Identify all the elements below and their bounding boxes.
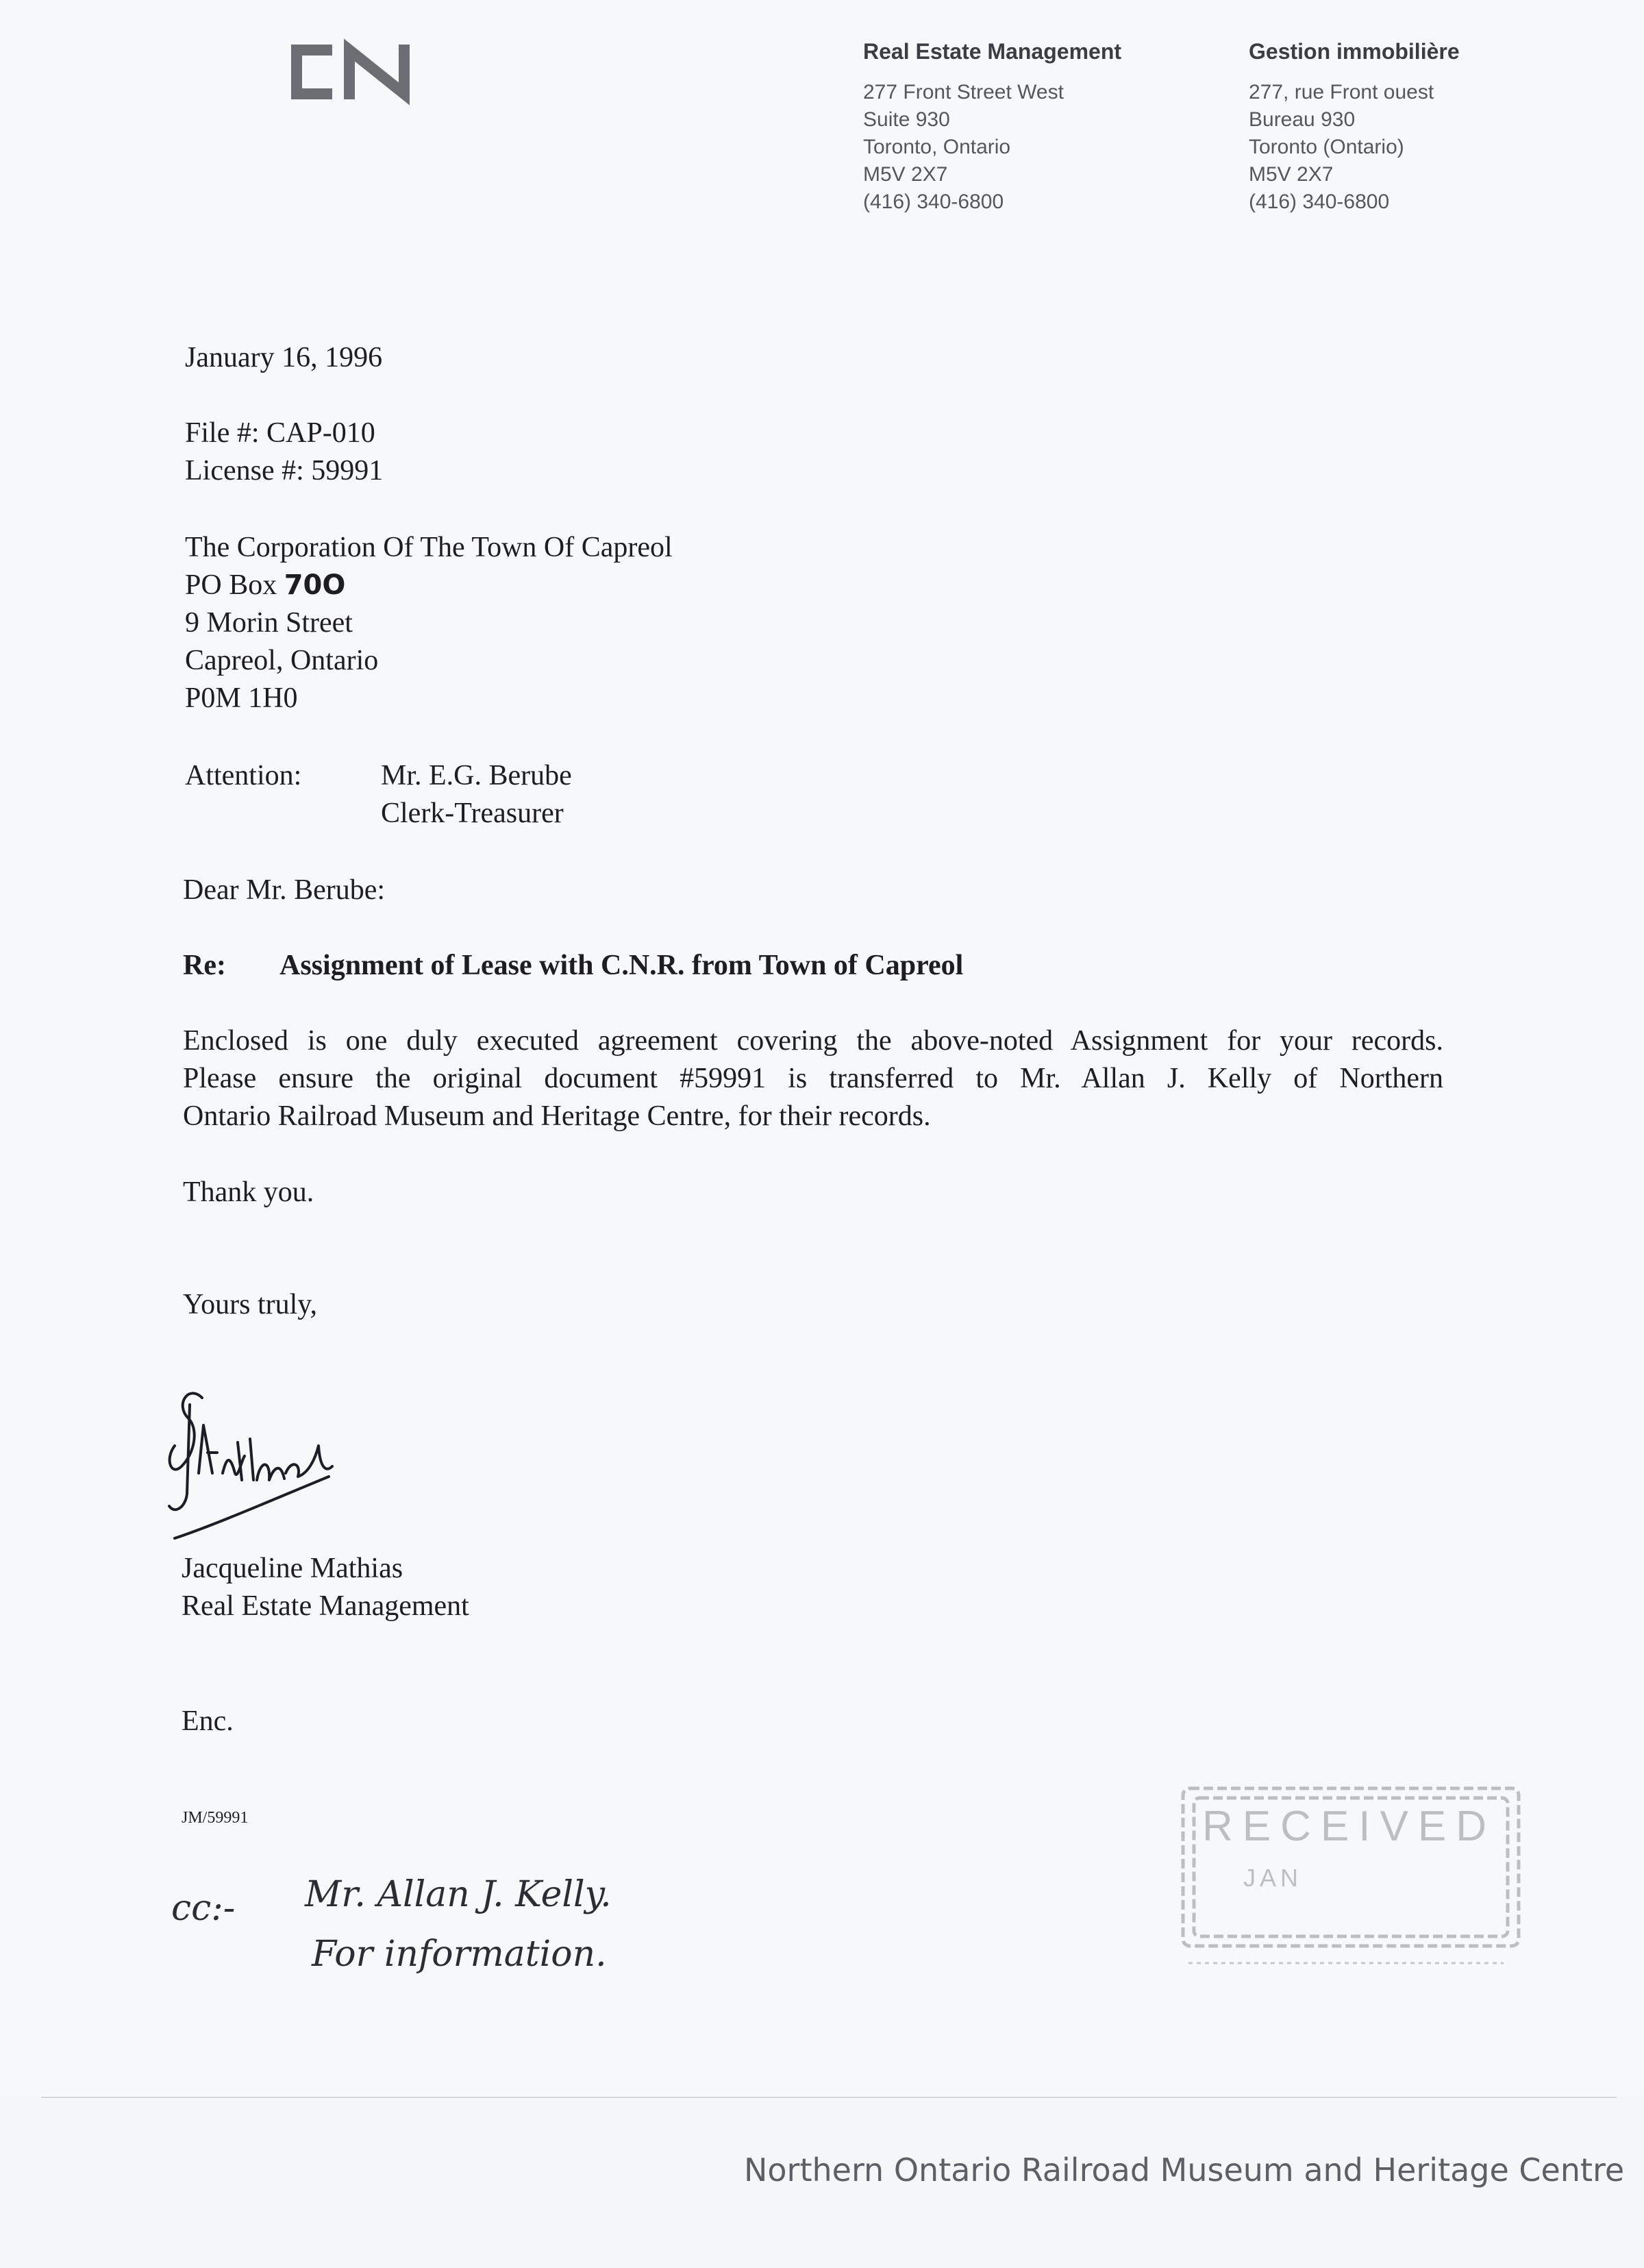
cn-logo: [284, 38, 442, 106]
address-line: Bureau 930: [1249, 108, 1356, 131]
address-line: M5V 2X7: [1249, 163, 1334, 186]
letterhead-heading-en: Real Estate Management: [863, 39, 1122, 64]
attention-block: [381, 757, 572, 833]
letterhead-english: [863, 38, 1121, 216]
address-line: Toronto (Ontario): [1249, 136, 1404, 158]
address-line: 277, rue Front ouest: [1249, 81, 1434, 103]
recipient-name: The Corporation Of The Town Of Capreol: [185, 532, 673, 563]
address-line: M5V 2X7: [863, 163, 948, 186]
reference-initials: JM/59991: [182, 1809, 249, 1827]
letter-date: January 16, 1996: [185, 342, 383, 373]
file-reference: [185, 415, 383, 490]
paragraph-line: Enclosed is one duly executed agreement covering the above-noted Assignment for your records.: [183, 1025, 1443, 1057]
address-line: Suite 930: [863, 108, 950, 131]
paragraph-line: Please ensure the original document #59991 is transferred to Mr. Allan J. Kelly of Northern: [183, 1063, 1443, 1094]
signer-block: [182, 1550, 469, 1625]
attention-title: Clerk-Treasurer: [381, 798, 564, 829]
salutation: Dear Mr. Berube:: [183, 874, 386, 906]
letterhead-french: [1249, 38, 1460, 216]
signer-name: Jacqueline Mathias: [182, 1553, 403, 1584]
address-phone: (416) 340-6800: [1249, 190, 1390, 213]
file-number: File #: CAP-010: [185, 417, 375, 449]
signer-department: Real Estate Management: [182, 1590, 469, 1622]
thanks: Thank you.: [183, 1176, 314, 1208]
signature: [161, 1377, 339, 1542]
address-line: Toronto, Ontario: [863, 136, 1011, 158]
closing: Yours truly,: [183, 1289, 318, 1320]
body-paragraph: [183, 1022, 1443, 1135]
re-label: Re:: [183, 950, 226, 981]
letterhead-heading-fr: Gestion immobilière: [1249, 39, 1460, 64]
handwritten-cc-label: cc:-: [171, 1888, 236, 1929]
attention-label: Attention:: [185, 760, 302, 791]
re-subject: Assignment of Lease with C.N.R. from Town of Capreol: [279, 950, 964, 981]
received-stamp: [1175, 1775, 1531, 1967]
enclosure-note: Enc.: [182, 1705, 234, 1737]
address-line: 277 Front Street West: [863, 81, 1064, 103]
footer-divider: [41, 2097, 1617, 2098]
po-box-handwritten: 70O: [284, 569, 346, 601]
recipient-street: 9 Morin Street: [185, 607, 353, 639]
address-phone: (416) 340-6800: [863, 190, 1004, 213]
recipient-address: [185, 529, 673, 717]
recipient-postal: P0M 1H0: [185, 682, 298, 714]
paragraph-line: Ontario Railroad Museum and Heritage Centre, for their records.: [183, 1100, 931, 1132]
po-box: PO Box 70O: [185, 569, 346, 601]
attention-name: Mr. E.G. Berube: [381, 760, 572, 791]
stamp-date: JAN: [1243, 1864, 1303, 1892]
handwritten-cc-note: For information.: [312, 1934, 607, 1975]
footer-attribution: Northern Ontario Railroad Museum and Heritage Centre: [744, 2152, 1625, 2189]
handwritten-cc-name: Mr. Allan J. Kelly.: [305, 1874, 612, 1915]
license-number: License #: 59991: [185, 455, 384, 486]
stamp-text: RECEIVED: [1202, 1803, 1496, 1850]
recipient-city: Capreol, Ontario: [185, 645, 379, 676]
